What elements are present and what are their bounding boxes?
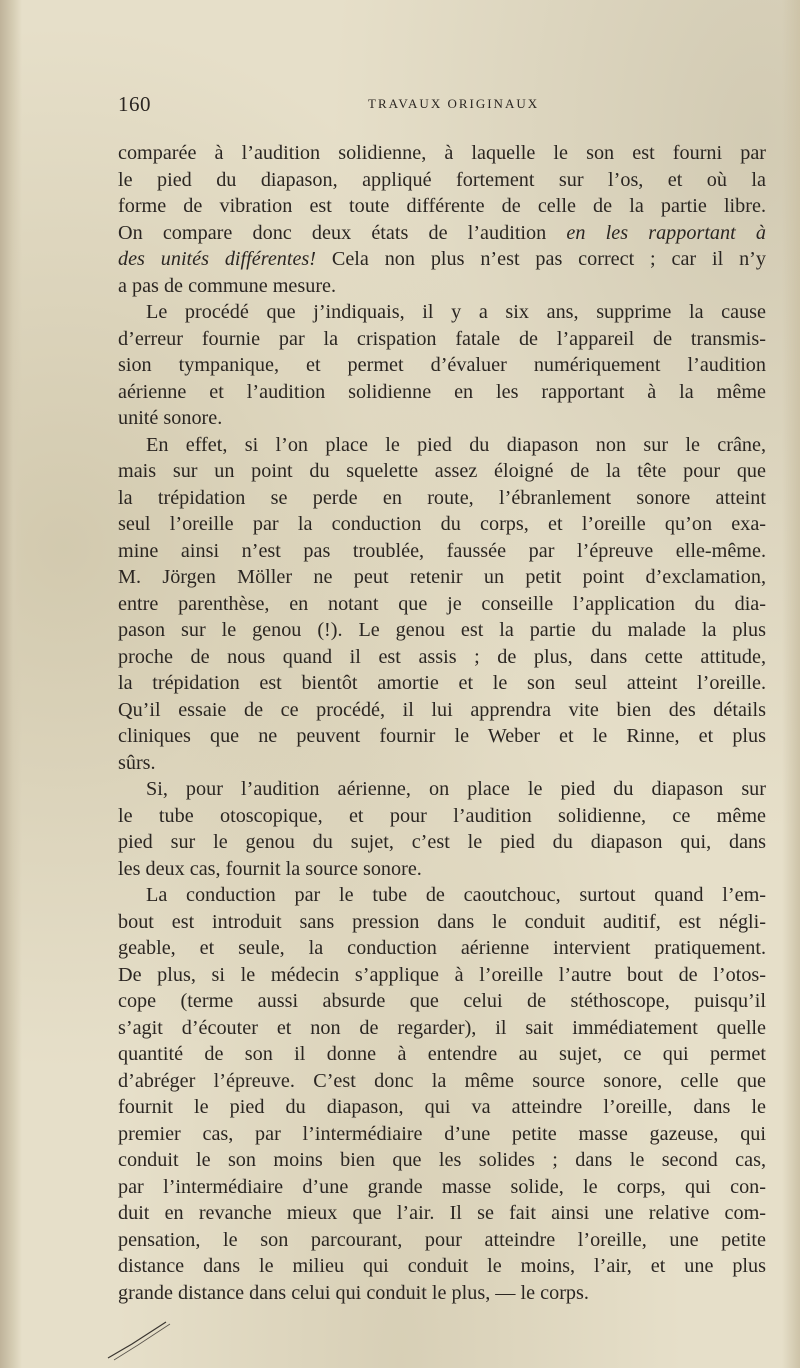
text-line: seul l’oreille par la conduction du corps, et l’oreille qu’on exa- [118, 513, 766, 535]
page-number: 160 [118, 92, 151, 116]
text-line: fournit le pied du diapason, qui va atteindre l’oreille, dans le [118, 1096, 766, 1118]
emphasis-text: en les rapportant à [566, 221, 766, 244]
text-line: d’abréger l’épreuve. C’est donc la même source sonore, celle que [118, 1069, 766, 1092]
text-line: Qu’il essaie de ce procédé, il lui apprendra vite bien des détails [118, 698, 766, 721]
text-line: pied sur le genou du sujet, c’est le pied du diapason qui, dans [118, 831, 766, 853]
text-line: cope (terme aussi absurde que celui de stéthoscope, puisqu’il [118, 990, 766, 1012]
text-line: les deux cas, fournit la source sonore. [118, 857, 422, 880]
text-line: cliniques que ne peuvent fournir le Weber et le Rinne, et plus [118, 725, 766, 747]
text-line: M. Jörgen Möller ne peut retenir un petit point d’exclamation, [118, 566, 766, 588]
text-line: par l’intermédiaire d’une grande masse solide, le corps, qui con- [118, 1175, 766, 1198]
text-line: duit en revanche mieux que l’air. Il se fait ainsi une relative com- [118, 1202, 766, 1224]
text-line: le pied du diapason, appliqué fortement sur l’os, et où la [118, 168, 766, 191]
text-line: unité sonore. [118, 407, 223, 429]
text-line: la trépidation se perde en route, l’ébranlement sonore atteint [118, 486, 766, 509]
text-line: des unités différentes! Cela non plus n’est pas correct ; car il n’y [118, 248, 766, 270]
running-header [118, 92, 766, 122]
text-line: En effet, si l’on place le pied du diapason non sur le crâne, [146, 433, 766, 456]
text-line: d’erreur fournie par la crispation fatale de l’appareil de transmis- [118, 327, 766, 350]
text-line: mais sur un point du squelette assez éloigné de la tête pour que [118, 460, 766, 482]
text-line: distance dans le milieu qui conduit le moins, l’air, et une plus [118, 1255, 766, 1277]
text-line: De plus, si le médecin s’applique à l’oreille l’autre bout de l’otos- [118, 963, 766, 986]
text-line: conduit le son moins bien que les solides ; dans le second cas, [118, 1149, 766, 1171]
text-line: sûrs. [118, 751, 156, 774]
running-title: TRAVAUX ORIGINAUX [368, 96, 540, 111]
text-line: mine ainsi n’est pas troublée, faussée par l’épreuve elle-même. [118, 539, 766, 562]
body-text [118, 140, 766, 1306]
text-line: geable, et seule, la conduction aérienne intervient pratiquement. [118, 937, 766, 959]
text-line: grande distance dans celui qui conduit le plus, — le corps. [118, 1281, 589, 1304]
text-line: premier cas, par l’intermédiaire d’une petite masse gazeuse, qui [118, 1122, 766, 1145]
text-line: pensation, le son parcourant, pour atteindre l’oreille, une petite [118, 1228, 766, 1251]
page-right-edge [782, 0, 800, 1368]
emphasis-text: des unités différentes! [118, 248, 317, 270]
text-line: comparée à l’audition solidienne, à laquelle le son est fourni par [118, 142, 766, 164]
text-line: bout est introduit sans pression dans le conduit auditif, est négli- [118, 910, 766, 933]
text-line: aérienne et l’audition solidienne en les rapportant à la même [118, 380, 766, 403]
text-line: quantité de son il donne à entendre au sujet, ce qui permet [118, 1043, 766, 1065]
text-line: forme de vibration est toute différente de celle de la partie libre. [118, 195, 766, 217]
text-line: proche de nous quand il est assis ; de plus, dans cette attitude, [118, 645, 766, 668]
page-left-edge [0, 0, 22, 1368]
text-line: entre parenthèse, en notant que je conseille l’application du dia- [118, 592, 766, 615]
text-line: La conduction par le tube de caoutchouc, surtout quand l’em- [146, 884, 766, 906]
text-line: le tube otoscopique, et pour l’audition solidienne, ce même [118, 804, 766, 827]
text-line: On compare donc deux états de l’audition en les rapportant à [118, 221, 766, 244]
text-line: Le procédé que j’indiquais, il y a six ans, supprime la cause [146, 301, 766, 323]
text-line: sion tympanique, et permet d’évaluer numériquement l’audition [118, 354, 766, 376]
pen-stroke-mark [104, 1318, 174, 1362]
text-line: pason sur le genou (!). Le genou est la partie du malade la plus [118, 619, 766, 641]
text-line: Si, pour l’audition aérienne, on place le pied du diapason sur [146, 778, 766, 800]
text-line: a pas de commune mesure. [118, 274, 337, 297]
text-line: s’agit d’écouter et non de regarder), il sait immédiatement quelle [118, 1016, 766, 1039]
text-line: la trépidation est bientôt amortie et le son seul atteint l’oreille. [118, 672, 766, 694]
